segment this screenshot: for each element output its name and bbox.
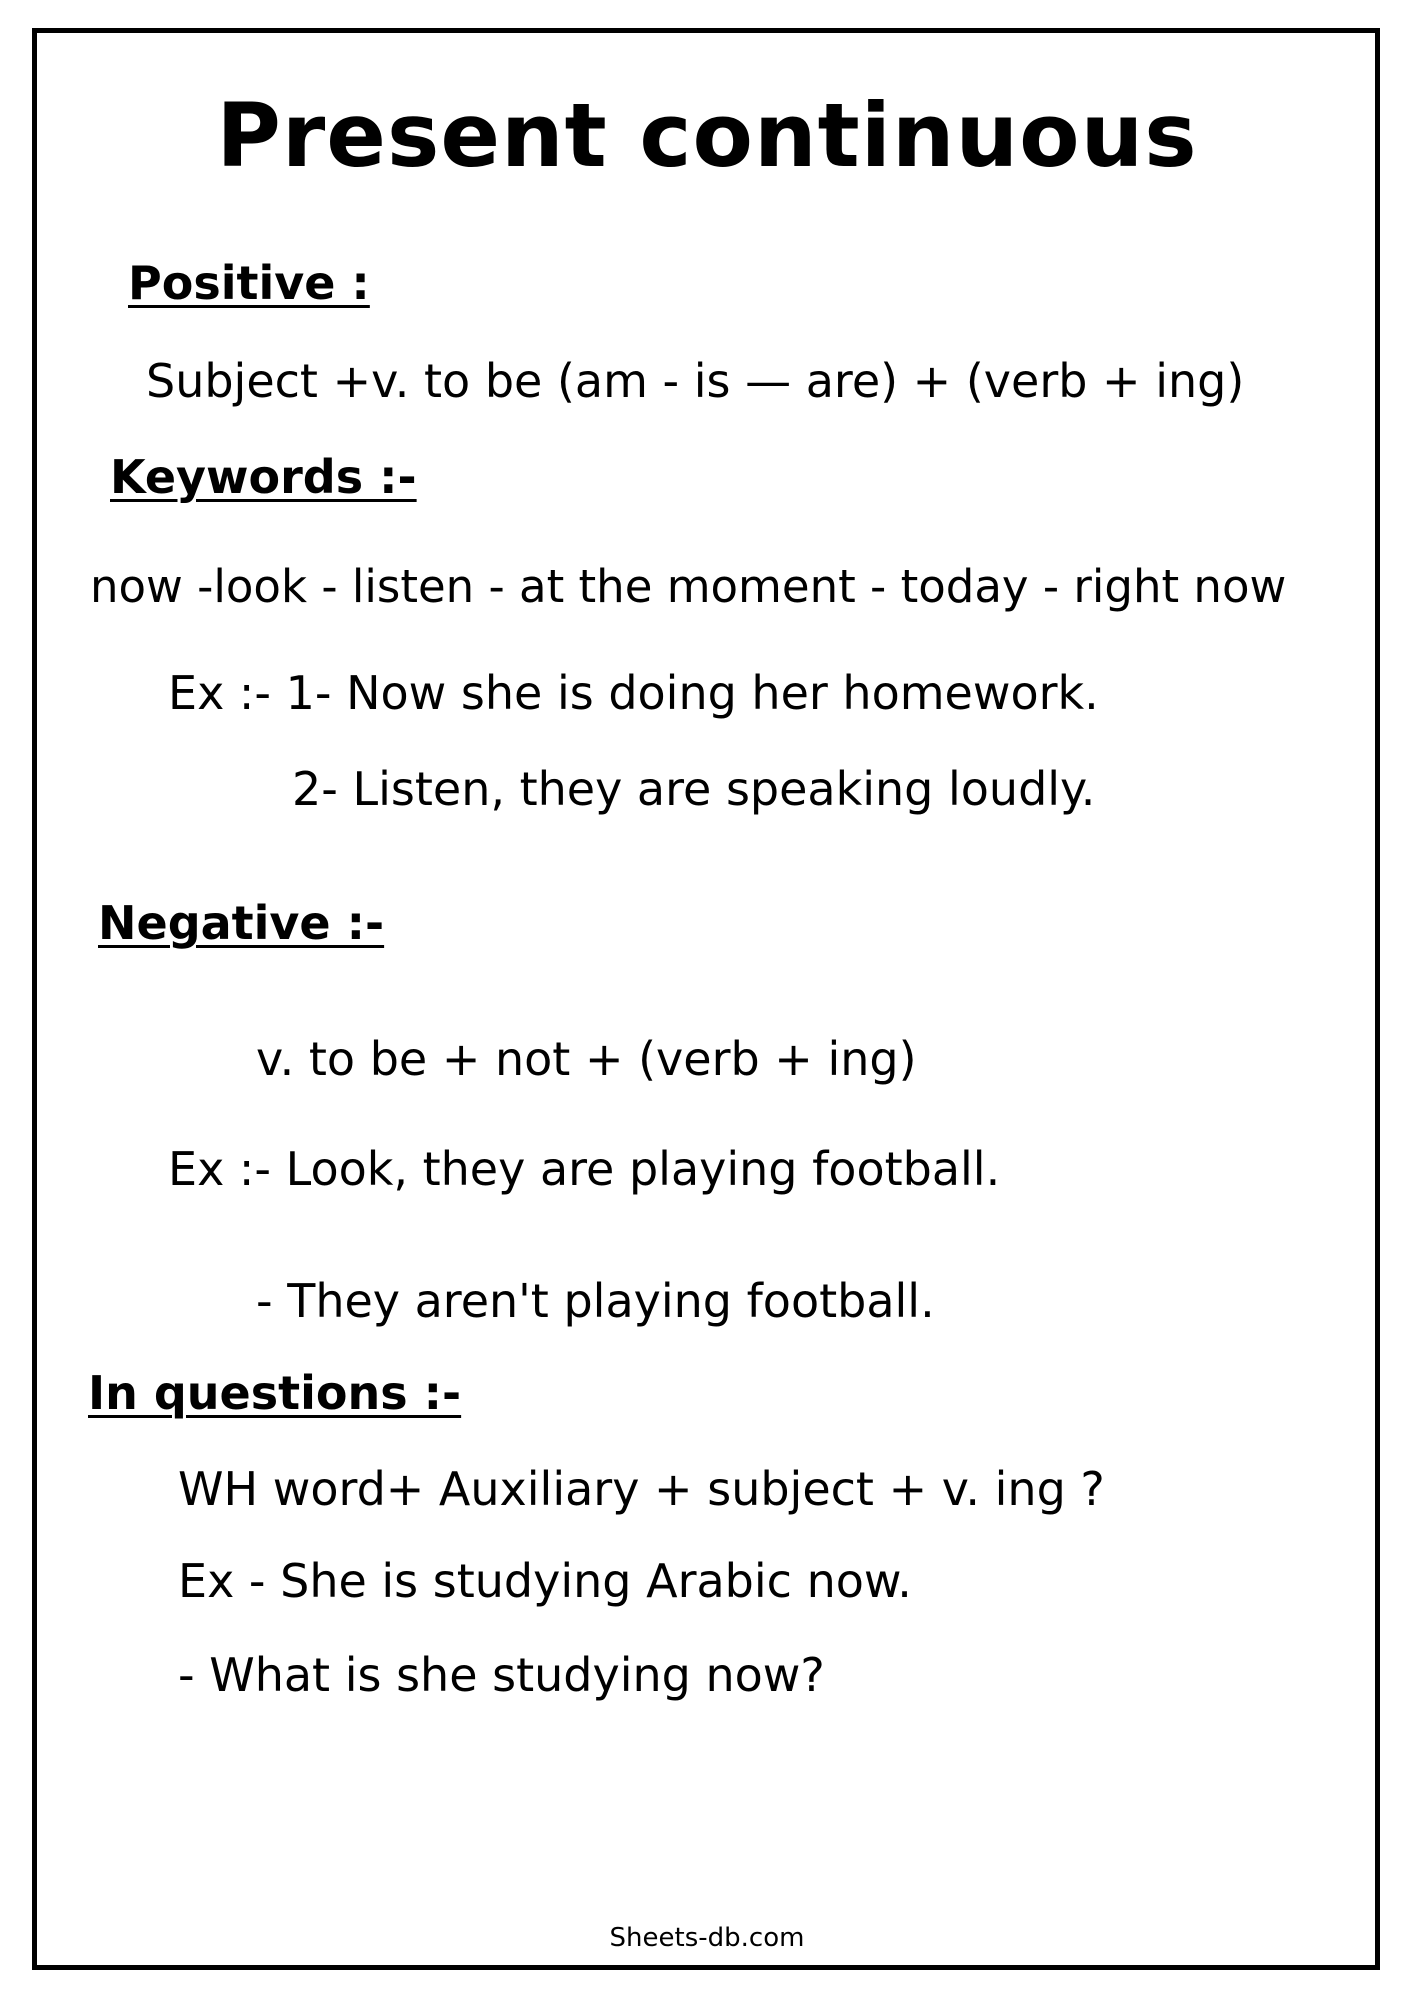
questions-example-2: - What is she studying now? xyxy=(178,1648,825,1702)
negative-example-2: - They aren't playing football. xyxy=(256,1274,935,1328)
keywords-list: now -look - listen - at the moment - today - right now xyxy=(90,560,1287,613)
questions-heading: In questions :- xyxy=(88,1366,462,1420)
negative-heading: Negative :- xyxy=(98,896,385,950)
questions-formula: WH word+ Auxiliary + subject + v. ing ? xyxy=(178,1462,1105,1516)
keywords-heading: Keywords :- xyxy=(110,450,417,504)
questions-example-1: Ex - She is studying Arabic now. xyxy=(178,1554,912,1608)
page-title: Present continuous xyxy=(216,84,1198,187)
keywords-example-2: 2- Listen, they are speaking loudly. xyxy=(292,762,1096,816)
positive-formula: Subject +v. to be (am - is — are) + (verb + ing) xyxy=(146,354,1245,408)
keywords-example-1: Ex :- 1- Now she is doing her homework. xyxy=(168,666,1099,720)
positive-heading: Positive : xyxy=(128,256,370,310)
negative-formula: v. to be + not + (verb + ing) xyxy=(256,1032,917,1086)
negative-example-1: Ex :- Look, they are playing football. xyxy=(168,1142,1001,1196)
footer-site-name: Sheets-db.com xyxy=(609,1923,805,1953)
